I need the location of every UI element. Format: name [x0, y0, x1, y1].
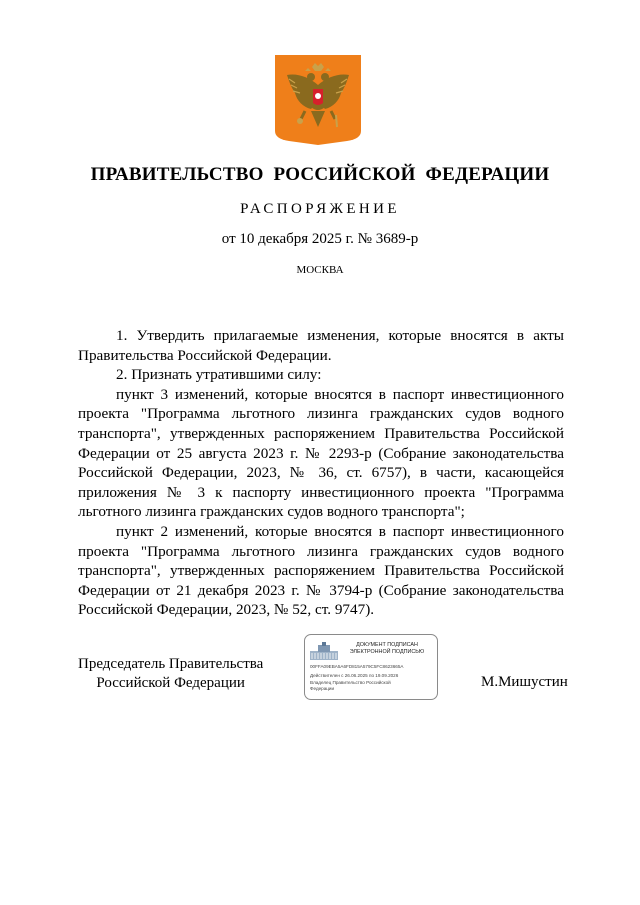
stamp-title-line-1: ДОКУМЕНТ ПОДПИСАН	[356, 642, 418, 648]
paragraph-repeal-item-1: пункт 3 изменений, которые вносятся в паспорт инвестиционного проекта "Программа льготного лизинга гражданских судов водного транспорта", утвержденных распоряжением Правительства Российской Федерации от 25 августа 2023 г. № 2293-р (Собрание законодательства Российской Федерации, 2023, № 36, ст. 6757), в части, касающейся приложения № 3 к паспорту инвестиционного проекта "Программа льготного лизинга гражданских судов водного транспорта";	[78, 385, 564, 521]
paragraph-repeal-item-2: пункт 2 изменений, которые вносятся в паспорт инвестиционного проекта "Программа льготного лизинга гражданских судов водного транспорта", утвержденных распоряжением Правительства Российской Федерации от 21 декабря 2023 г. № 3794-р (Собрание законодательства Российской Федерации, 2023, № 52, ст. 9747).	[78, 522, 564, 619]
document-type: РАСПОРЯЖЕНИЕ	[240, 201, 400, 217]
document-body	[78, 326, 564, 620]
signatory-position-line-2: Российской Федерации	[96, 675, 245, 691]
stamp-certificate: 00FFA09EBA5A6FD815A579C5FC8623665A	[310, 664, 404, 669]
stamp-title	[341, 642, 433, 656]
paragraph-approve: 1. Утвердить прилагаемые изменения, которые вносятся в акты Правительства Российской Федерации.	[78, 327, 564, 364]
signatory-position	[78, 655, 263, 693]
government-building-icon	[309, 641, 339, 661]
stamp-owner-line-2: Федерации	[310, 686, 335, 691]
signatory-name: М.Мишустин	[481, 674, 568, 690]
stamp-validity: Действителен с 26.06.2025 по 19.09.2026	[310, 673, 399, 678]
state-emblem-icon	[275, 55, 361, 145]
government-title: ПРАВИТЕЛЬСТВО РОССИЙСКОЙ ФЕДЕРАЦИИ	[90, 164, 550, 185]
stamp-owner-line-1: Владелец Правительство Российской	[310, 680, 391, 685]
electronic-signature-stamp	[304, 634, 438, 700]
signatory-position-line-1: Председатель Правительства	[78, 656, 264, 672]
document-city: МОСКВА	[296, 264, 344, 276]
paragraph-repeal-intro: 2. Признать утратившими силу:	[116, 366, 322, 384]
stamp-title-line-2: ЭЛЕКТРОННОЙ ПОДПИСЬЮ	[349, 649, 425, 655]
document-date-number: от 10 декабря 2025 г. № 3689-р	[221, 231, 419, 247]
